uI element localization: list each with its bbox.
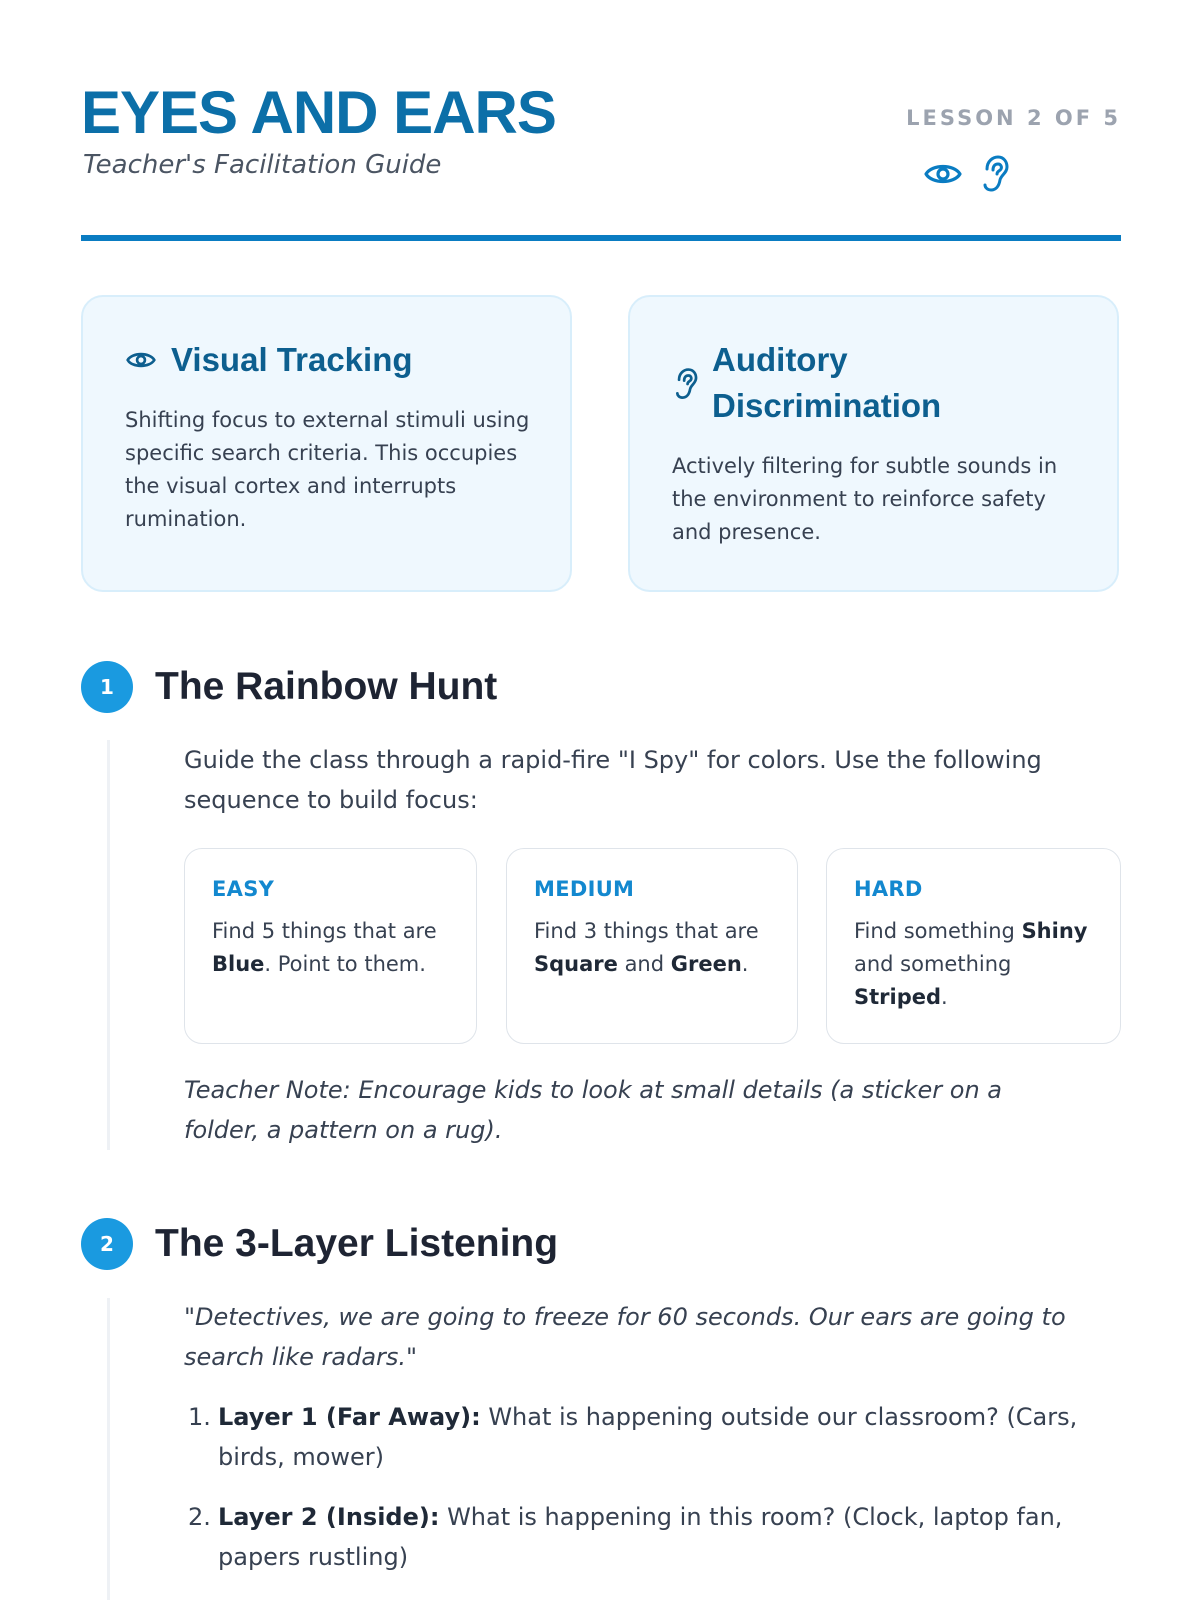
card-title: Visual Tracking: [171, 341, 413, 378]
section-title: The 3-Layer Listening: [155, 1222, 559, 1265]
section-quote: "Detectives, we are going to freeze for 60 seconds. Our ears are going to search like radars.": [184, 1303, 1066, 1371]
section-header-three-layer-listening: [81, 1218, 558, 1270]
step-number-badge: 2: [81, 1218, 133, 1270]
level-label: MEDIUM: [534, 877, 635, 901]
section-intro: Guide the class through a rapid-fire "I Spy" for colors. Use the following sequence to build focus:: [184, 746, 1042, 814]
section-rail: [107, 1298, 110, 1600]
level-label: EASY: [212, 877, 275, 901]
card-header: [672, 337, 972, 429]
step-number-badge: 1: [81, 661, 133, 713]
ear-icon: [672, 367, 698, 401]
level-instruction: Find 3 things that are Square and Green.: [534, 919, 759, 976]
eye-icon: [923, 160, 963, 188]
visual-tracking-card: [81, 295, 572, 592]
level-instruction: Find 5 things that are Blue. Point to them.: [212, 919, 437, 976]
card-description: Actively filtering for subtle sounds in the environment to reinforce safety and presence.: [672, 454, 1058, 544]
page-title: EYES AND EARS: [81, 79, 556, 146]
list-item: 1. Layer 1 (Far Away): What is happening outside our classroom? (Cars, birds, mower): [188, 1403, 1078, 1471]
eye-icon: [125, 349, 157, 371]
level-label: HARD: [854, 877, 923, 901]
level-card-easy: [184, 848, 477, 1044]
section-rail: [107, 740, 110, 1150]
listening-layers-list: [184, 1397, 1124, 1577]
header-divider: [81, 235, 1121, 241]
page-subtitle: Teacher's Facilitation Guide: [83, 150, 442, 180]
card-header: [125, 337, 413, 383]
list-item: 2. Layer 2 (Inside): What is happening in this room? (Clock, laptop fan, papers rustling): [188, 1503, 1063, 1571]
card-title: Auditory Discrimination: [712, 341, 942, 424]
header-icons: [923, 154, 1009, 194]
page-header: [81, 78, 1121, 238]
level-instruction: Find something Shiny and something Striped.: [854, 919, 1088, 1009]
teacher-note: Teacher Note: Encourage kids to look at small details (a sticker on a folder, a pattern on a rug).: [184, 1076, 1003, 1144]
level-card-hard: [826, 848, 1121, 1044]
section-title: The Rainbow Hunt: [155, 665, 498, 708]
lesson-indicator: LESSON 2 OF 5: [906, 106, 1121, 130]
ear-icon: [979, 154, 1009, 194]
card-description: Shifting focus to external stimuli using specific search criteria. This occupies the visual cortex and interrupts rumination.: [125, 408, 530, 531]
level-card-medium: [506, 848, 798, 1044]
auditory-discrimination-card: [628, 295, 1119, 592]
section-header-rainbow-hunt: [81, 661, 497, 713]
